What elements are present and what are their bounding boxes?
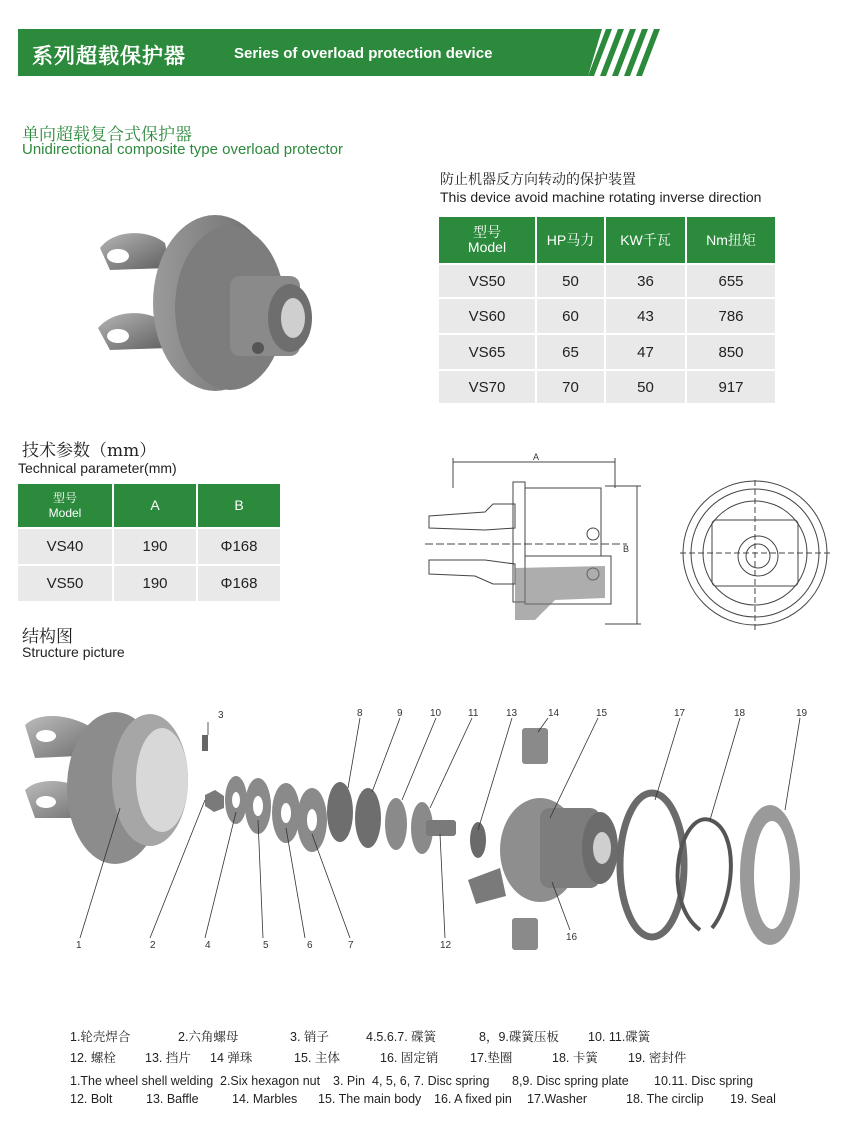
tech-col-model (18, 484, 112, 527)
cell-a: 190 (114, 566, 196, 601)
part-14-marble-lower (512, 918, 538, 950)
cell-model: VS50 (18, 566, 112, 601)
legend-en-1-3: 3. Pin (333, 1074, 365, 1088)
legend-cn-1-6: 10. 11.碟簧 (588, 1030, 651, 1044)
dim-a-label: A (533, 452, 540, 462)
cell-b: Φ168 (198, 566, 280, 601)
legend-cn-2-6: 17.垫圈 (470, 1051, 513, 1065)
spec-table-header (439, 217, 775, 263)
part-17-washer (620, 793, 684, 937)
cell-nm: 786 (687, 299, 775, 333)
part-8-plate (327, 782, 353, 842)
legend-cn-2-3: 14 弹珠 (210, 1051, 253, 1065)
legend-cn-1-3: 3. 销子 (290, 1030, 329, 1044)
part-13-baffle (470, 822, 486, 858)
legend-en-2-2: 13. Baffle (146, 1092, 199, 1106)
banner-title-en: Series of overload protection device (234, 45, 493, 62)
cell-a: 190 (114, 529, 196, 564)
tech-table (16, 482, 282, 603)
callout-14: 14 (548, 708, 560, 719)
cell-hp: 70 (537, 371, 604, 403)
legend-en-1-5: 8,9. Disc spring plate (512, 1074, 629, 1088)
part-9-plate (355, 788, 381, 848)
cell-nm: 850 (687, 335, 775, 369)
legend-cn-1-4: 4.5.6.7. 碟簧 (366, 1030, 437, 1044)
tech-title-en: Technical parameter(mm) (18, 460, 177, 476)
banner-title-cn: 系列超载保护器 (32, 44, 186, 68)
spec-col-kw: KW千瓦 (606, 217, 685, 263)
legend-cn-2-5: 16. 固定销 (380, 1051, 439, 1065)
callout-5: 5 (263, 940, 269, 950)
legend-en-2-5: 16. A fixed pin (434, 1092, 512, 1106)
tech-table-header (18, 484, 280, 527)
product-title-en: Unidirectional composite type overload protector (22, 141, 343, 158)
cell-kw: 50 (606, 371, 685, 403)
part-10-spring (385, 798, 407, 850)
callout-13: 13 (506, 708, 518, 719)
legend-cn-2-4: 15. 主体 (294, 1051, 340, 1065)
table-row (439, 335, 775, 369)
cell-hp: 65 (537, 335, 604, 369)
callout-4: 4 (205, 940, 211, 950)
table-row (439, 265, 775, 297)
legend-en-1-1: 1.The wheel shell welding (70, 1074, 214, 1088)
spec-table (437, 215, 777, 405)
cell-hp: 60 (537, 299, 604, 333)
legend-cn-2-1: 12. 螺栓 (70, 1051, 116, 1065)
part-14-marble (522, 728, 548, 764)
legend-en-2-6: 17.Washer (527, 1092, 587, 1106)
tech-col-model-cn: 型号 (52, 490, 77, 505)
callout-2: 2 (150, 940, 156, 950)
cell-b: Φ168 (198, 529, 280, 564)
tech-title-cn: 技术参数（mm） (22, 441, 157, 461)
cell-model: VS50 (439, 265, 535, 297)
legend-en-2-4: 15. The main body (318, 1092, 422, 1106)
part-2-nut (205, 790, 224, 812)
banner-stripes (588, 29, 668, 76)
cell-model: VS70 (439, 371, 535, 403)
legend-cn-1-1: 1.轮壳焊合 (70, 1030, 131, 1044)
cell-hp: 50 (537, 265, 604, 297)
legend-cn-2-8: 19. 密封件 (628, 1051, 687, 1065)
legend-en-2-3: 14. Marbles (232, 1092, 298, 1106)
protector-product-image (90, 208, 325, 408)
tech-col-b: B (198, 484, 280, 527)
cell-model: VS40 (18, 529, 112, 564)
spec-col-hp: HP马力 (537, 217, 604, 263)
cell-nm: 655 (687, 265, 775, 297)
callout-12: 12 (440, 940, 452, 950)
legend-en-1-6: 10.11. Disc spring (654, 1074, 754, 1088)
legend-cn-2-7: 18. 卡簧 (552, 1051, 598, 1065)
callout-18: 18 (734, 708, 746, 719)
table-row (18, 529, 280, 564)
part-3-pin (202, 735, 208, 751)
callout-17: 17 (674, 708, 686, 719)
callout-6: 6 (307, 940, 313, 950)
cell-kw: 47 (606, 335, 685, 369)
callout-10: 10 (430, 708, 442, 719)
structure-title-en: Structure picture (22, 644, 125, 660)
cell-model: VS60 (439, 299, 535, 333)
part-15-main-body (468, 798, 618, 904)
part-12-bolt (426, 820, 456, 836)
callout-15: 15 (596, 708, 608, 719)
table-row (439, 299, 775, 333)
cell-kw: 43 (606, 299, 685, 333)
exploded-structure-diagram (0, 700, 862, 950)
spec-col-model-cn: 型号 (473, 224, 501, 240)
tech-col-model-en: Model (48, 505, 82, 520)
tech-col-a: A (114, 484, 196, 527)
legend-en-2-1: 12. Bolt (70, 1092, 113, 1106)
structure-title-cn: 结构图 (22, 627, 73, 647)
legend-cn-2-2: 13. 挡片 (145, 1051, 191, 1065)
cell-kw: 36 (606, 265, 685, 297)
legend-en-2-8: 19. Seal (730, 1092, 776, 1106)
device-desc-cn: 防止机器反方向转动的保护装置 (440, 171, 636, 187)
callout-9: 9 (397, 708, 403, 719)
callout-11: 11 (468, 708, 479, 719)
callout-1: 1 (76, 940, 82, 950)
callout-19: 19 (796, 708, 808, 719)
table-row (439, 371, 775, 403)
callout-8: 8 (357, 708, 363, 719)
spec-col-nm: Nm扭矩 (687, 217, 775, 263)
legend-en-1-4: 4, 5, 6, 7. Disc spring (372, 1074, 490, 1088)
legend-en-1-2: 2.Six hexagon nut (220, 1074, 321, 1088)
spec-col-model (439, 217, 535, 263)
spec-col-model-en: Model (467, 239, 507, 255)
legend-cn-1-5: 8，9.碟簧压板 (479, 1030, 559, 1044)
device-desc-en: This device avoid machine rotating inverse direction (440, 189, 762, 205)
callout-3: 3 (218, 710, 224, 721)
legend-cn-1-2: 2.六角螺母 (178, 1030, 239, 1044)
cell-nm: 917 (687, 371, 775, 403)
side-section-drawing (415, 448, 645, 638)
part-1-wheel-shell (25, 712, 188, 864)
callout-16: 16 (566, 932, 578, 943)
cell-model: VS65 (439, 335, 535, 369)
table-row (18, 566, 280, 601)
legend-en-2-7: 18. The circlip (626, 1092, 704, 1106)
callout-7: 7 (348, 940, 354, 950)
front-view-drawing (680, 480, 830, 630)
disc-springs-4-7 (225, 776, 327, 852)
product-title-cn: 单向超载复合式保护器 (22, 125, 192, 144)
dim-b-label: B (623, 544, 630, 554)
